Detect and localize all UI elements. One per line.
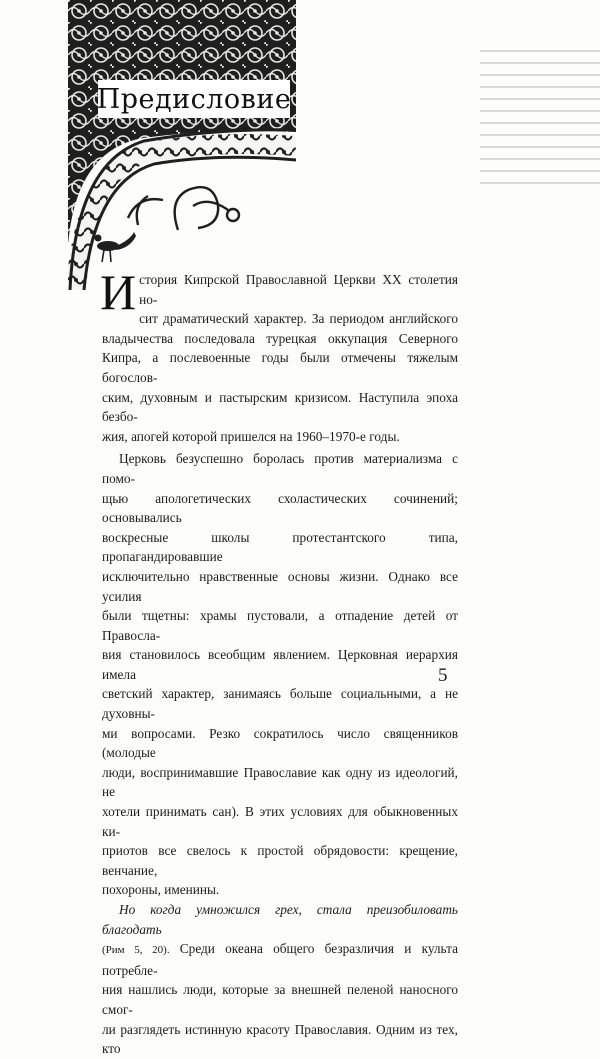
text-line: владычества последовала турецкая оккупация Северного	[102, 330, 458, 346]
text-line	[102, 939, 458, 980]
text-line: щью апологетических схоластических сочинений; основывались	[102, 490, 458, 526]
text-line: были тщетны: храмы пустовали, а отпадение детей от Правосла-	[102, 608, 458, 643]
body-text	[100, 264, 458, 1059]
text-line: ми вопросами. Резко сократилось число священников (молодые	[102, 725, 458, 761]
text-line: воскресные школы протестантского типа, пропагандировавшие	[102, 529, 458, 565]
text-line: Кипра, а послевоенные годы были отмечены тяжелым богослов-	[102, 350, 458, 385]
text-line: люди, воспринимавшие Православие как одну из идеологий, не	[102, 764, 458, 800]
text-line: жия, апогей которой пришелся на 1960–1970-е годы.	[102, 428, 400, 444]
paragraph-1	[100, 264, 458, 446]
text-line: ли разглядеть истинную красоту Православия. Одним из тех, кто	[102, 1021, 458, 1057]
text-line: вия становилось всеобщим явлением. Церковная иерархия имела	[102, 647, 458, 682]
text-line: Церковь безуспешно боролась против материализма с помо-	[102, 451, 458, 486]
text-line: хотели принимать сан). В этих условиях для обыкновенных ки-	[102, 804, 458, 839]
page-number: 5	[438, 665, 448, 686]
paragraph-2	[102, 449, 458, 900]
text-line: светский характер, занимаясь больше социальными, а не духовны-	[102, 686, 458, 722]
dropcap: И	[100, 264, 137, 320]
text-line: сит драматический характер. За периодом английского	[139, 311, 458, 327]
text-line: ния нашлись люди, которые за внешней пеленой наносного смог-	[102, 982, 458, 1017]
scripture-reference: (Рим 5, 20).	[102, 944, 170, 957]
text-line: похороны, именины.	[102, 882, 220, 898]
ornament-panel	[68, 0, 296, 290]
text-line: приотов все свелось к простой обрядовости: крещение, венчание,	[102, 843, 458, 878]
text-fragment: Среди океана общего безразличия и культа потребле-	[102, 941, 458, 978]
text-line: ским, духовным и пастырским кризисом. Наступила эпоха безбо-	[102, 389, 458, 425]
chapter-title: Предисловие	[98, 80, 290, 118]
text-line: исключительно нравственные основы жизни. Однако все усилия	[102, 568, 458, 604]
paragraph-3	[102, 900, 458, 1059]
text-line: стория Кипрской Православной Церкви XX столетия но-	[139, 272, 458, 307]
scripture-quote: Но когда умножился грех, стала преизобиловать благодать	[102, 902, 458, 937]
facing-page-bleed	[470, 40, 600, 270]
text-line	[102, 900, 458, 939]
